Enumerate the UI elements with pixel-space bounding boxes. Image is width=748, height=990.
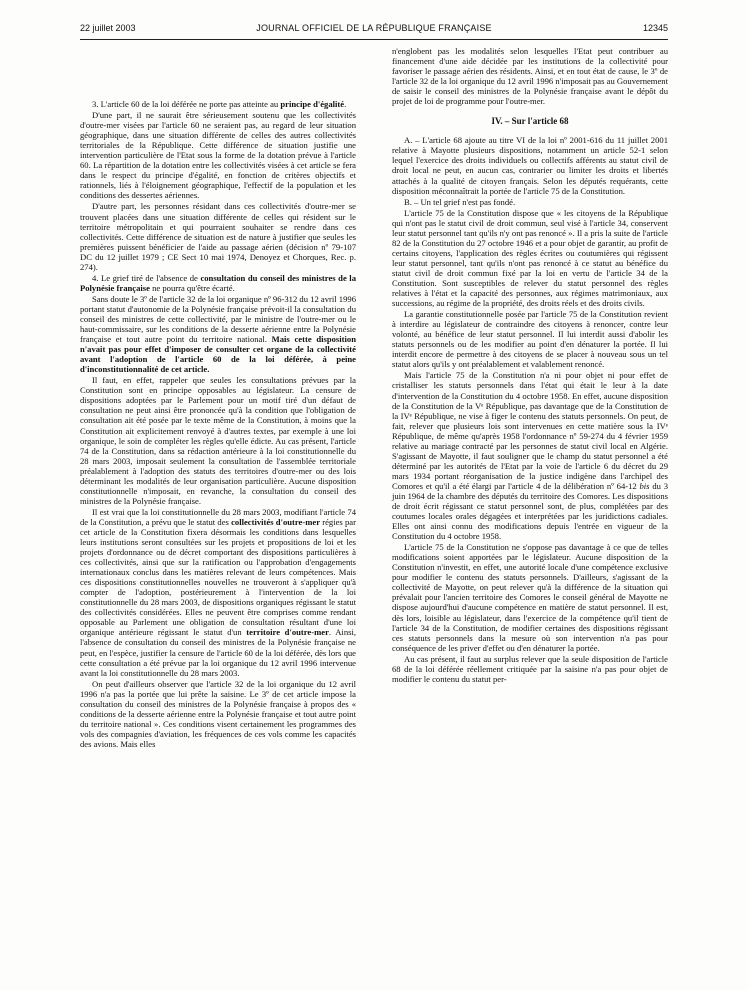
paragraph: Au cas présent, il faut au surplus relever que la seule disposition de l'article 68 de la loi déférée réellement critiquée par la saisine n'a pas pour objet de modifier le contenu du statut per-	[392, 653, 668, 684]
paragraph: Il faut, en effet, rappeler que seules les consultations prévues par la Constitution sont en principe opposables au législateur. La censure de dispositions adoptées par le Parlement pour un motif tiré d'un défaut de consultation ne peut ainsi être prononcée qu'à la condition que l'obligation de consultation ait été posée par le texte même de la Constitution, à moins que la Constitution ait explicitement renvoyé à d'autres textes, par exemple à une loi organique, le soin de compléter les règles qu'elle édicte. Au cas présent, l'article 74 de la Constitution, dans sa rédaction antérieure à la loi constitutionnelle du 28 mars 2003, imposait seulement la consultation de l'assemblée territoriale préalablement à l'adoption des statuts des territoires d'outre-mer ou des lois déterminant les modalités de leur organisation particulière. Aucune disposition constitutionnelle n'imposait, en revanche, la consultation du conseil des ministres de la Polynésie française.	[80, 375, 356, 506]
paragraph: L'article 75 de la Constitution dispose que « les citoyens de la République qui n'ont pas le statut civil de droit commun, seul visé à l'article 34, conservent leur statut personnel tant qu'ils n'y ont pas renoncé ». Il a pris la suite de l'article 82 de la Constitution du 27 octobre 1946 et a pour objet de garantir, au profit de certains citoyens, l'application des règles écrites ou coutumières qui régissent leur statut personnel, tant qu'ils n'ont pas renoncé à ce statut au bénéfice du statut civil de droit commun fixé par la loi en vertu de l'article 34 de la Constitution. Sont susceptibles de relever du statut personnel des règles relatives à l'état et la capacité des personnes, aux régimes matrimoniaux, aux successions, au régime de la propriété, des droits réels et des droits civils.	[392, 207, 668, 309]
paragraph: La garantie constitutionnelle posée par l'article 75 de la Constitution revient à interdire au législateur de contraindre des citoyens à renoncer, contre leur volonté, au bénéfice de leur statut personnel. Il lui interdit aussi d'abolir les statuts personnels ou de les modifier au point d'en dénaturer la portée. Il lui interdit encore de permettre à des citoyens de se placer à nouveau sous un tel statut alors qu'ils y ont préalablement et valablement renoncé.	[392, 309, 668, 370]
header-journal-title: JOURNAL OFFICIEL DE LA RÉPUBLIQUE FRANÇAISE	[256, 23, 492, 33]
paragraph: Mais l'article 75 de la Constitution n'a ni pour objet ni pour effet de cristalliser les statuts personnels dans l'état qui était le leur à la date d'intervention de la Constitution du 4 octobre 1958. En effet, aucune disposition de la Constitution de la Vᵉ République, pas davantage que de la Constitution de la IVᵉ République, ne vise à figer le contenu des statuts personnels. On peut, de fait, relever que plusieurs lois sont intervenues en cette matière sous la IVᵉ République, de même qu'après 1958 l'ordonnance nº 59-274 du 4 février 1959 relative au mariage contracté par les personnes de statut civil local en Algérie. S'agissant de Mayotte, il faut souligner que le champ du statut personnel a été déterminé par les autorités de l'Etat par la voie de l'article 6 du décret du 29 mars 1934 portant réorganisation de la justice indigène dans l'archipel des Comores et qu'il a été élargi par l'article 4 de la délibération nº 64-12 bis du 3 juin 1964 de la chambre des députés du territoire des Comores. Les dispositions de droit écrit régissant ce statut personnel sont, de plus, complétées par des coutumes locales orales dégagées et interprétées par les juridictions cadiales. Elles ont ainsi connu des modifications depuis l'entrée en vigueur de la Constitution du 4 octobre 1958.	[392, 370, 669, 542]
paragraph: D'une part, il ne saurait être sérieusement soutenu que les collectivités d'outre-mer visées par l'article 60 ne seraient pas, au regard de leur situation géographique, dans une situation différente de celles des autres collectivités territoriales de la République. Cette différence de situation justifie une intervention particulière de l'Etat sous la forme de la dotation prévue à l'article 60. La répartition de la dotation entre les collectivités visées à cet article se fera dans le respect du principe d'égalité, en fonction de critères objectifs et rationnels, liés à l'éloignement géographique, l'effectif de la population et les conditions des dessertes aériennes.	[80, 110, 356, 201]
paragraph: A. – L'article 68 ajoute au titre VI de la loi nº 2001-616 du 11 juillet 2001 relative à Mayotte plusieurs dispositions, notamment un article 52-1 selon lequel l'exercice des droits individuels ou collectifs afférents au statut civil de droit local ne peut, en aucun cas, contrarier ou limiter les droits et libertés attachés à la qualité de citoyen français. Selon les députés requérants, cette disposition méconnaîtrait la portée de l'article 75 de la Constitution.	[392, 135, 668, 196]
paragraph: 4. Le grief tiré de l'absence de consultation du conseil des ministres de la Polynésie française ne pourra qu'être écarté.	[80, 272, 356, 293]
section-title: IV. – Sur l'article 68	[491, 116, 569, 127]
paragraph: B. – Un tel grief n'est pas fondé.	[404, 196, 516, 207]
paragraph: D'autre part, les personnes résidant dans ces collectivités d'outre-mer se trouvent placées dans une situation différente de celles qui résident sur le territoire métropolitain et qui pourraient souhaiter se rendre dans ces collectivités. Cette différence de situation est de nature à justifier que seules les premières puissent bénéficier de l'aide au passage aérien (décision nº 79-107 DC du 12 juillet 1979 ; CE Sect 10 mai 1974, Denoyez et Chorques, Rec. p. 274).	[80, 201, 356, 272]
header-rule	[80, 39, 668, 40]
right-column	[392, 46, 668, 685]
paragraph: L'article 75 de la Constitution ne s'oppose pas davantage à ce que de telles modifications soient apportées par le législateur. Aucune disposition de la Constitution n'investit, en effet, une autorité locale d'une compétence exclusive pour modifier le contenu des statuts personnels. D'ailleurs, s'agissant de la collectivité de Mayotte, on peut relever qu'à la différence de la situation qui prévalait pour l'ancien territoire des Comores le conseil général de Mayotte ne dispose aujourd'hui d'aucune compétence en matière de statut personnel. Il est, dès lors, loisible au législateur, dans l'exercice de la compétence qu'il tient de l'article 34 de la Constitution, de modifier certaines des dispositions régissant ces statuts personnels dans la mesure où son intervention n'a pas pour conséquence de les priver d'effet ou d'en dénaturer la portée.	[392, 542, 668, 653]
paragraph: n'englobent pas les modalités selon lesquelles l'Etat peut contribuer au financement d'une aide décidée par les institutions de la collectivité pour favoriser le passage aérien des résidents. Ainsi, et en tout état de cause, le 3º de l'article 32 de la loi organique du 12 avril 1996 n'imposait pas au Gouvernement de saisir le conseil des ministres de la Polynésie française avant le dépôt du projet de loi de programme pour l'outre-mer.	[392, 46, 668, 107]
header-page-number: 12345	[642, 23, 668, 33]
paragraph: 3. L'article 60 de la loi déférée ne porte pas atteinte au principe d'égalité.	[92, 99, 347, 109]
paragraph: Il est vrai que la loi constitutionnelle du 28 mars 2003, modifiant l'article 74 de la Constitution, a prévu que le statut des collectivités d'outre-mer régies par cet article de la Constitution fixera désormais les conditions dans lesquelles leurs institutions seront consultées sur les projets et propositions de loi et les projets d'ordonnance ou de décret comportant des dispositions particulières à ces collectivités, ainsi que sur la ratification ou l'approbation d'engagements internationaux conclus dans les matières relevant de leurs compétences. Mais ces dispositions constitutionnelles nouvelles ne trouveront à s'appliquer qu'à compter de l'adoption, postérieurement à l'intervention de la loi constitutionnelle du 28 mars 2003, de dispositions organiques régissant le statut des collectivités considérées. Elles ne peuvent être comprises comme rendant opposable au Parlement une obligation de consultation résultant d'une loi organique antérieure régissant le statut d'un territoire d'outre-mer. Ainsi, l'absence de consultation du conseil des ministres de la Polynésie française ne peut, en l'espèce, justifier la censure de l'article 60 de la loi déférée, dès lors que cette consultation a été prévue par la loi organique du 12 avril 1996 intervenue avant la loi constitutionnelle du 28 mars 2003.	[80, 506, 356, 678]
page-header	[80, 23, 668, 37]
header-date: 22 juillet 2003	[80, 23, 136, 33]
paragraph: On peut d'ailleurs observer que l'article 32 de la loi organique du 12 avril 1996 n'a pas la portée que lui prête la saisine. Le 3º de cet article impose la consultation du conseil des ministres de la Polynésie française à propos des « conditions de la desserte aérienne entre la Polynésie française et tout autre point du territoire national ». Ces conditions visent certainement les programmes des vols des compagnies d'aviation, les fréquences de ces vols comme les capacités des avions. Mais elles	[80, 678, 356, 749]
paragraph: Sans doute le 3º de l'article 32 de la loi organique nº 96-312 du 12 avril 1996 portant statut d'autonomie de la Polynésie française prévoit-il la consultation du conseil des ministres de cette collectivité, par le ministre de l'outre-mer ou le haut-commissaire, sur les conditions de la desserte aérienne entre la Polynésie française et tout autre point du territoire national. Mais cette disposition n'avait pas pour effet d'imposer de consulter cet organe de la collectivité avant l'adoption de l'article 60 de la loi déférée, à peine d'inconstitutionnalité de cet article.	[80, 293, 356, 375]
left-column	[80, 99, 356, 750]
